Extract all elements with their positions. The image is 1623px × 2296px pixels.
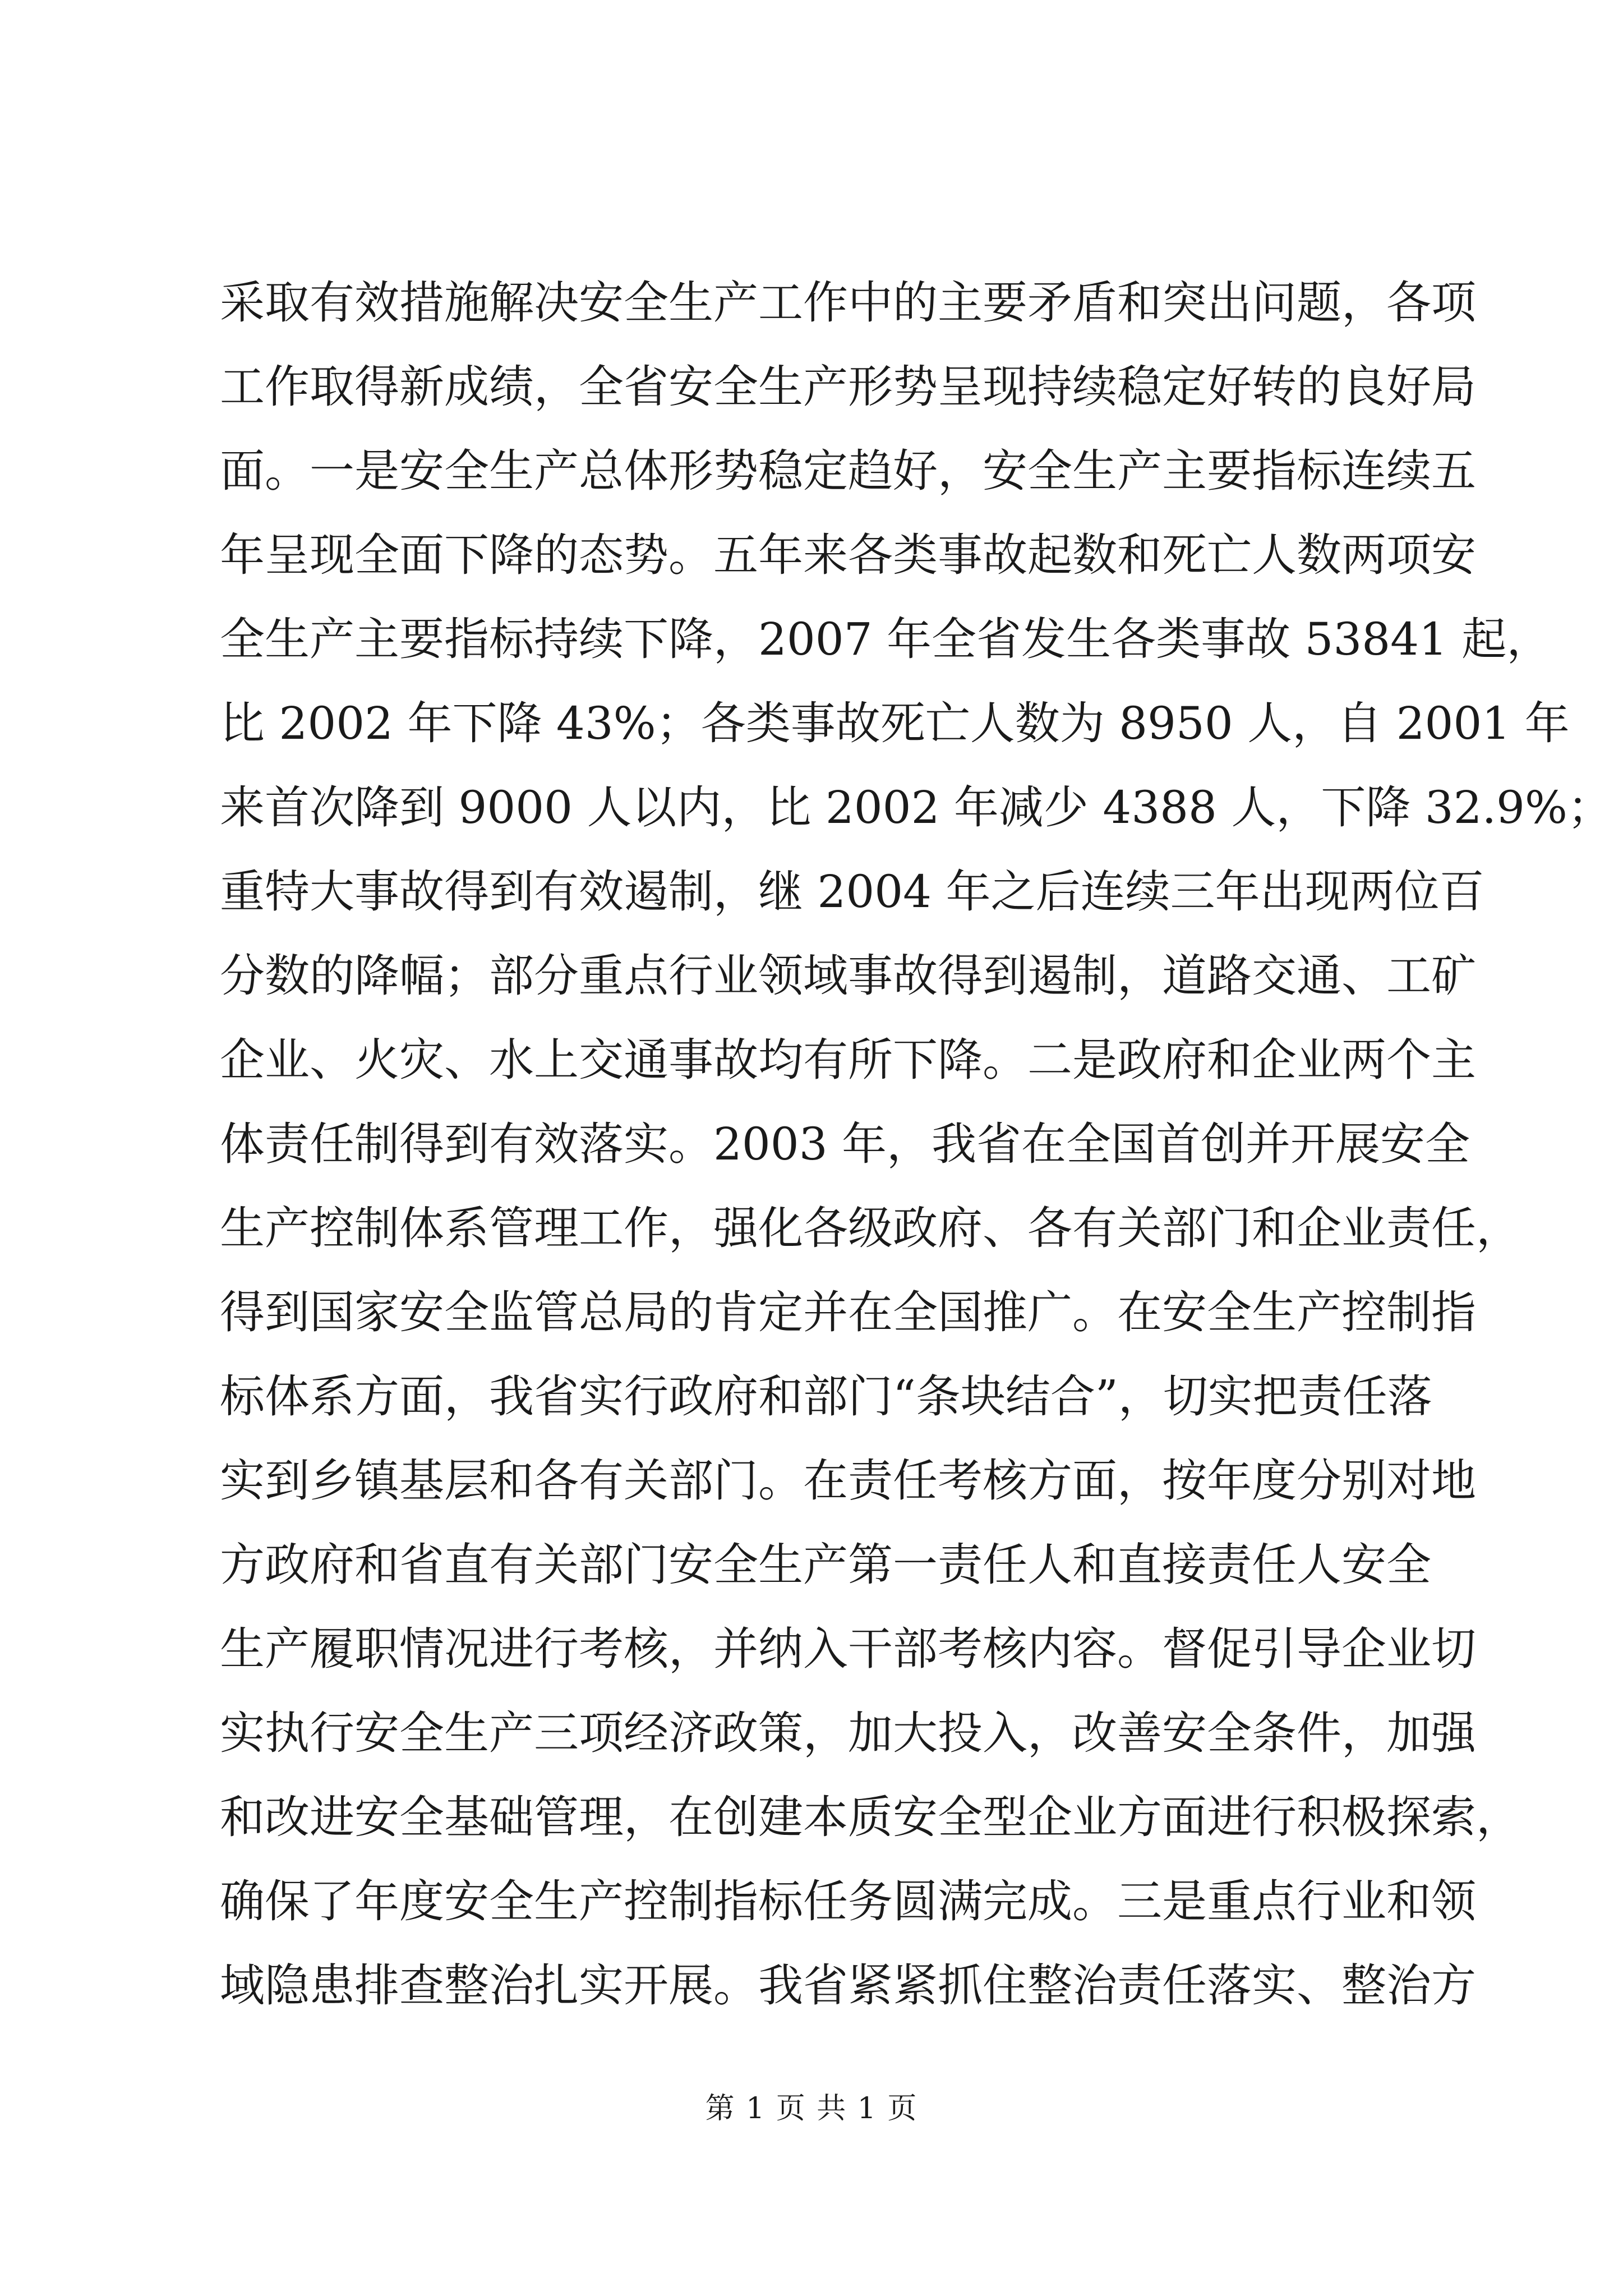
- text-line: 来首次降到 9000 人以内，比 2002 年减少 4388 人，下降 32.9%；: [220, 781, 1612, 834]
- text-line: 生产控制体系管理工作，强化各级政府、各有关部门和企业责任，: [220, 1202, 1521, 1254]
- text-line: 比 2002 年下降 43%；各类事故死亡人数为 8950 人，自 2001 年: [220, 697, 1570, 749]
- page-number-label: 第 1 页 共 1 页: [705, 2092, 918, 2125]
- text-line: 标体系方面，我省实行政府和部门“条块结合”，切实把责任落: [220, 1370, 1432, 1423]
- text-line: 企业、火灾、水上交通事故均有所下降。二是政府和企业两个主: [220, 1034, 1476, 1086]
- text-line: 确保了年度安全生产控制指标任务圆满完成。三是重点行业和领: [220, 1875, 1476, 1927]
- text-line: 生产履职情况进行考核，并纳入干部考核内容。督促引导企业切: [220, 1623, 1476, 1675]
- text-line: 面。一是安全生产总体形势稳定趋好，安全生产主要指标连续五: [220, 445, 1476, 497]
- text-line: 实执行安全生产三项经济政策，加大投入，改善安全条件，加强: [220, 1707, 1476, 1759]
- document-body: [220, 261, 1612, 2028]
- text-line: 采取有效措施解决安全生产工作中的主要矛盾和突出问题，各项: [220, 277, 1476, 329]
- text-line: 工作取得新成绩，全省安全生产形势呈现持续稳定好转的良好局: [220, 361, 1476, 413]
- text-line: 实到乡镇基层和各有关部门。在责任考核方面，按年度分别对地: [220, 1455, 1476, 1507]
- text-line: 分数的降幅；部分重点行业领域事故得到遏制，道路交通、工矿: [220, 950, 1476, 1002]
- text-line: 体责任制得到有效落实。2003 年，我省在全国首创并开展安全: [220, 1118, 1470, 1170]
- text-line: 重特大事故得到有效遏制，继 2004 年之后连续三年出现两位百: [220, 866, 1484, 918]
- text-line: 得到国家安全监管总局的肯定并在全国推广。在安全生产控制指: [220, 1286, 1476, 1338]
- text-line: 年呈现全面下降的态势。五年来各类事故起数和死亡人数两项安: [220, 529, 1476, 581]
- page-footer: [0, 2085, 1623, 2127]
- text-line: 和改进安全基础管理，在创建本质安全型企业方面进行积极探索，: [220, 1791, 1521, 1843]
- text-line: 域隐患排查整治扎实开展。我省紧紧抓住整治责任落实、整治方: [220, 1959, 1476, 2012]
- text-line: 方政府和省直有关部门安全生产第一责任人和直接责任人安全: [220, 1539, 1431, 1591]
- text-line: 全生产主要指标持续下降，2007 年全省发生各类事故 53841 起，: [220, 613, 1552, 665]
